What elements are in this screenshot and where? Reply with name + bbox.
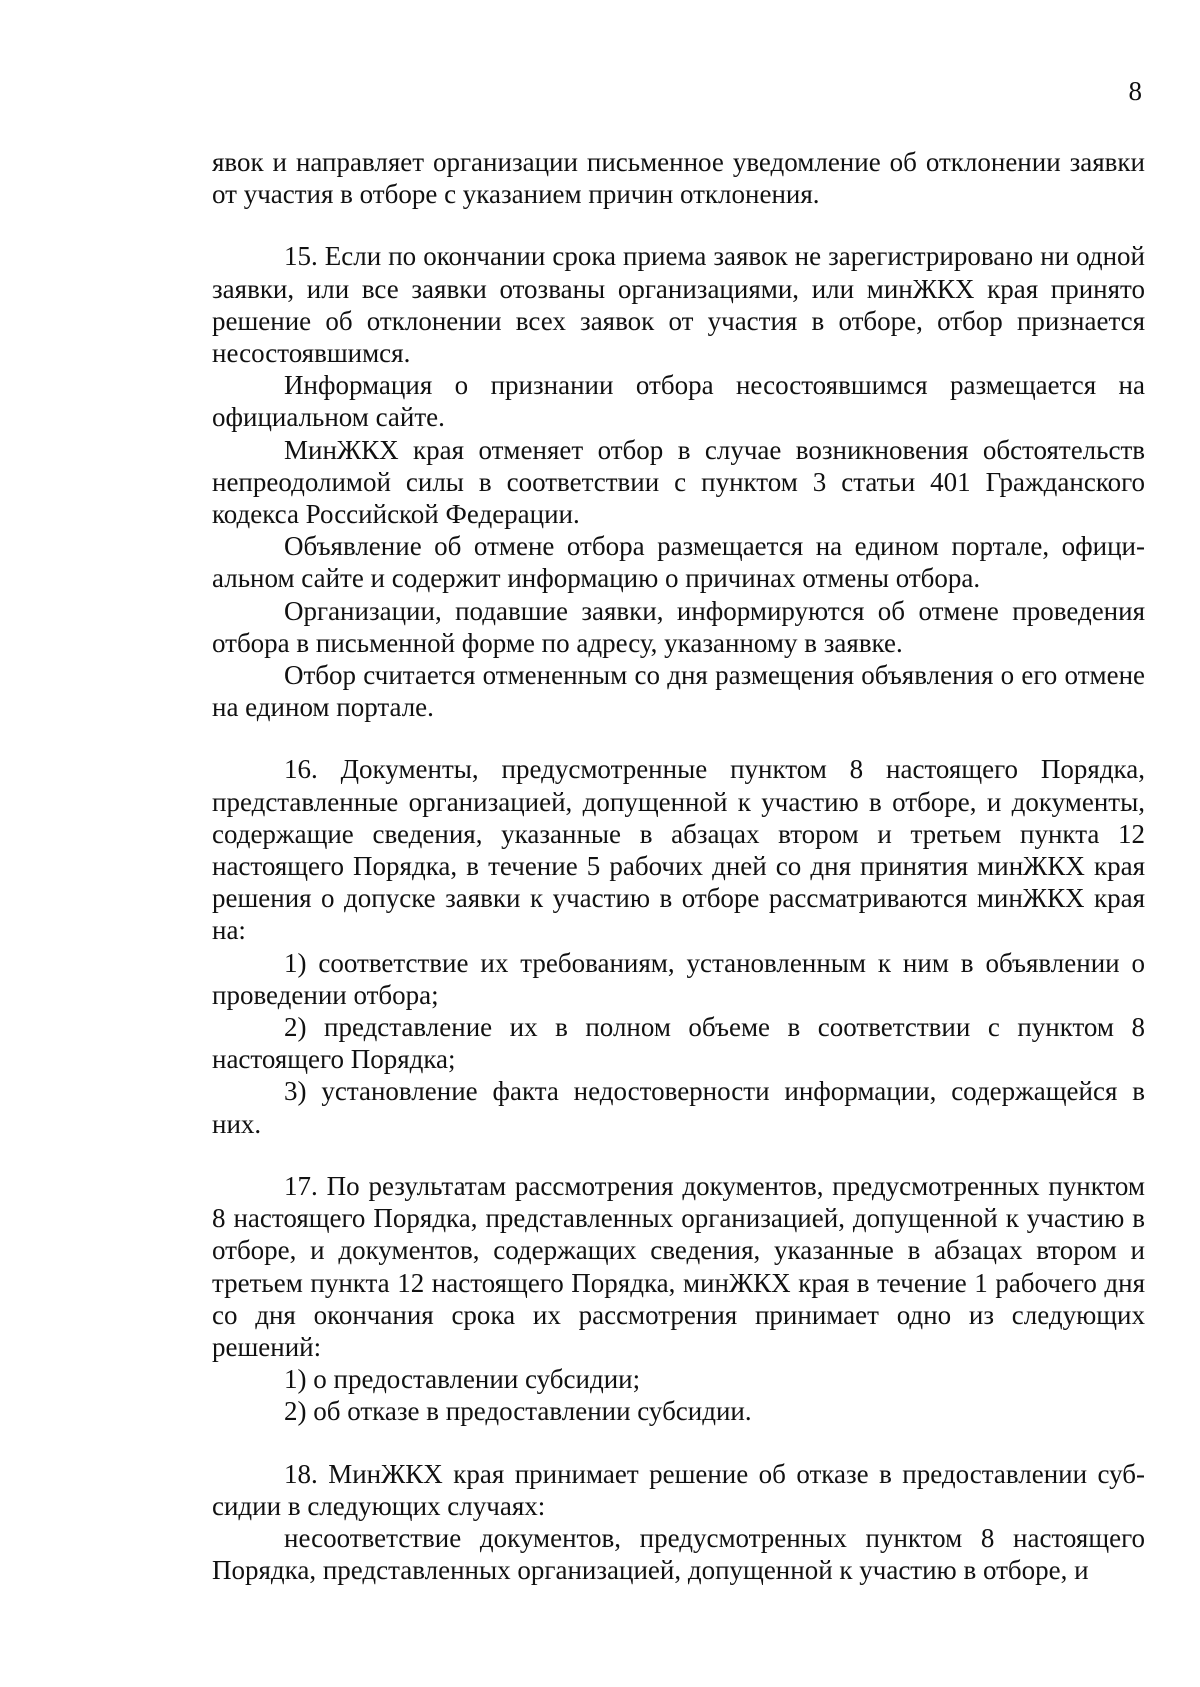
paragraph: Информация о признании отбора несостоявшимся размещается на официальном сайте. bbox=[212, 370, 1145, 433]
paragraph: 1) о предоставлении субсидии; bbox=[284, 1364, 641, 1395]
paragraph-gap bbox=[212, 210, 1145, 240]
paragraph: 15. Если по окончании срока приема заявок не зарегистрировано ни одной заявки, или все заявки отозваны организациями, или минЖКХ края принято решение об отклонении всех заявок от участия в отборе, отбор признается несостоявшимся. bbox=[212, 241, 1145, 369]
paragraph-gap bbox=[212, 1428, 1145, 1458]
paragraph: 2) представление их в полном объеме в соответствии с пунктом 8 настоящего Порядка; bbox=[212, 1012, 1145, 1075]
document-body bbox=[212, 146, 1145, 1586]
paragraph-gap bbox=[212, 723, 1145, 753]
paragraph: несоответствие документов, предусмотренных пунктом 8 настоящего Порядка, представленных организацией, допущенной к участию в отборе, и bbox=[212, 1522, 1145, 1586]
paragraph: 1) соответствие их требованиям, установленным к ним в объявлении о проведении отбора; bbox=[212, 947, 1145, 1010]
paragraph: 16. Документы, предусмотренные пунктом 8 настоящего Порядка, представленные организацией, допущенной к участию в отборе, и документы, содержащие сведения, указанные в абзацах втором и третьем пункта 12 настоящего Порядка, в течение 5 рабочих дней со дня принятия минЖКХ края решения о допуске заявки к участию в отборе рассматриваются минЖКХ края на: bbox=[212, 754, 1145, 946]
paragraph: Отбор считается отмененным со дня размещения объявления о его отмене на едином портале. bbox=[212, 660, 1145, 723]
paragraph: 18. МинЖКХ края принимает решение об отказе в предоставлении субсидии в следующих случаях: bbox=[212, 1458, 1145, 1521]
paragraph: 2) об отказе в предоставлении субсидии. bbox=[284, 1396, 752, 1427]
paragraph: 3) установление факта недостоверности информации, содержащейся в них. bbox=[212, 1076, 1145, 1139]
paragraph: Организации, подавшие заявки, информируются об отмене проведения отбора в письменной форме по адресу, указанному в заявке. bbox=[212, 595, 1145, 658]
paragraph: МинЖКХ края отменяет отбор в случае возникновения обстоятельств непреодолимой силы в соответствии с пунктом 3 статьи 401 Гражданского кодекса Российской Федерации. bbox=[212, 434, 1145, 530]
paragraph: 17. По результатам рассмотрения документов, предусмотренных пунктом 8 настоящего Порядка, представленных организацией, допущенной к участию в отборе, и документов, содержащих сведения, указанные в абзацах втором и третьем пункта 12 настоящего Порядка, минЖКХ края в течение 1 рабочего дня со дня окончания срока их рассмотрения принимает одно из следующих решений: bbox=[212, 1170, 1145, 1362]
paragraph: Объявление об отмене отбора размещается на едином портале, официальном сайте и содержит информацию о причинах отмены отбора. bbox=[212, 531, 1145, 594]
page-number: 8 bbox=[1128, 76, 1142, 106]
paragraph-gap bbox=[212, 1140, 1145, 1170]
paragraph: явок и направляет организации письменное уведомление об отклонении заявки от участия в отборе с указанием причин отклонения. bbox=[212, 147, 1145, 210]
